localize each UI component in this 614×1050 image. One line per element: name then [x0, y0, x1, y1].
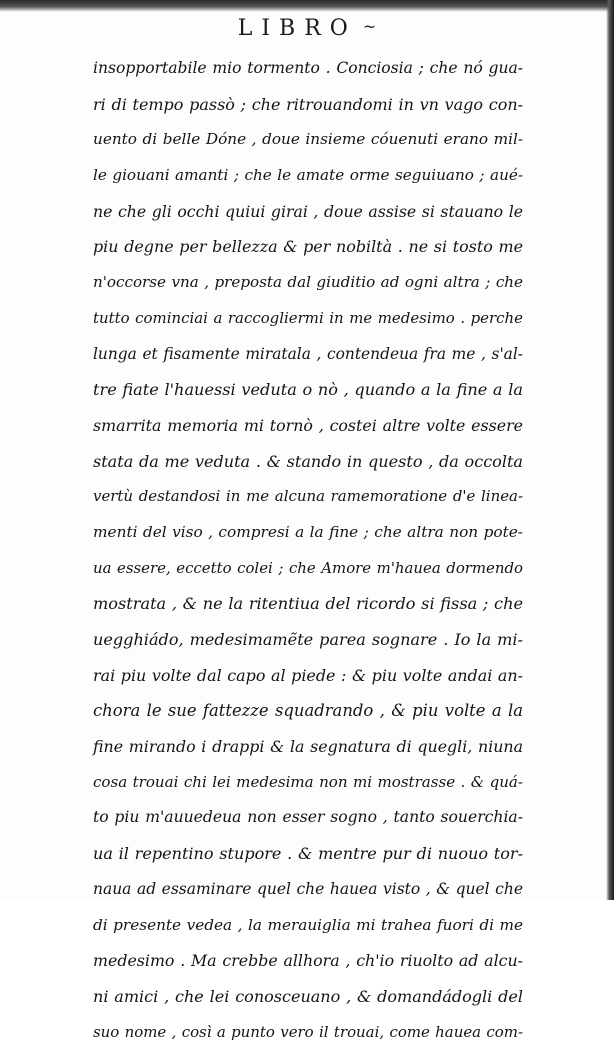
text-line: ne che gli occhi quiui girai , doue assise si stauano le: [93, 201, 523, 221]
text-line: mostrata , & ne la ritentiua del ricordo si fissa ; che: [93, 594, 523, 614]
text-line: ua essere, eccetto colei ; che Amore m'hauea dormendo: [93, 558, 523, 577]
text-line: piu degne per bellezza & per nobiltà . ne si tosto me: [93, 237, 523, 257]
text-line: tre fiate l'hauessi veduta o nò , quando a la fine a la: [93, 380, 523, 400]
text-line: n'occorse vna , preposta dal giuditio ad ogni altra ; che: [93, 273, 523, 292]
body-text: [93, 51, 523, 1050]
scan-right-edge: [606, 0, 614, 900]
text-line: di presente vedea , la merauiglia mi trahea fuori di me: [93, 915, 523, 934]
text-line: medesimo . Ma crebbe allhora , ch'io riuolto ad alcu-: [93, 951, 523, 971]
text-line: rai piu volte dal capo al piede : & piu volte andai an-: [93, 665, 523, 685]
text-line: menti del viso , compresi a la fine ; che altra non pote-: [93, 522, 523, 541]
running-head: [0, 16, 614, 41]
text-line: smarrita memoria mi tornò , costei altre volte essere: [93, 415, 523, 435]
text-line: cosa trouai chi lei medesima non mi mostrasse . & quá-: [93, 772, 523, 791]
running-head-title: LIBRO: [237, 16, 357, 41]
text-line: vertù destandosi in me alcuna ramemoratione d'e linea-: [93, 487, 523, 506]
running-head-ornament: ~: [362, 17, 377, 36]
text-line: uento di belle Dóne , doue insieme cóuenuti erano mil-: [93, 130, 523, 149]
text-line: lunga et fisamente miratala , contendeua fra me , s'al-: [93, 344, 523, 363]
text-line: ri di tempo passò ; che ritrouandomi in vn vago con-: [93, 94, 523, 114]
text-line: insopportabile mio tormento . Conciosia ; che nó gua-: [93, 59, 523, 77]
text-line: suo nome , così a punto vero il trouai, come hauea com-: [93, 1022, 523, 1041]
text-line: stata da me veduta . & stando in questo , da occolta: [93, 451, 523, 471]
text-line: fine mirando i drappi & la segnatura di quegli, niuna: [93, 737, 523, 757]
text-line: ua il repentino stupore . & mentre pur di nuouo tor-: [93, 844, 523, 864]
text-line: uegghiádo, medesimamẽte parea sognare . Io la mi-: [93, 630, 523, 649]
text-line: naua ad essaminare quel che hauea visto , & quel che: [93, 879, 523, 898]
scan-top-edge: [0, 0, 614, 12]
text-line: tutto cominciai a raccogliermi in me medesimo . perche: [93, 308, 523, 327]
text-line: chora le sue fattezze squadrando , & piu volte a la: [93, 701, 523, 721]
text-line: ni amici , che lei conosceuano , & domandádogli del: [93, 986, 523, 1006]
text-line: le giouani amanti ; che le amate orme seguiuano ; aué-: [93, 166, 523, 185]
text-line: to piu m'auuedeua non esser sogno , tanto souerchia-: [93, 808, 523, 827]
